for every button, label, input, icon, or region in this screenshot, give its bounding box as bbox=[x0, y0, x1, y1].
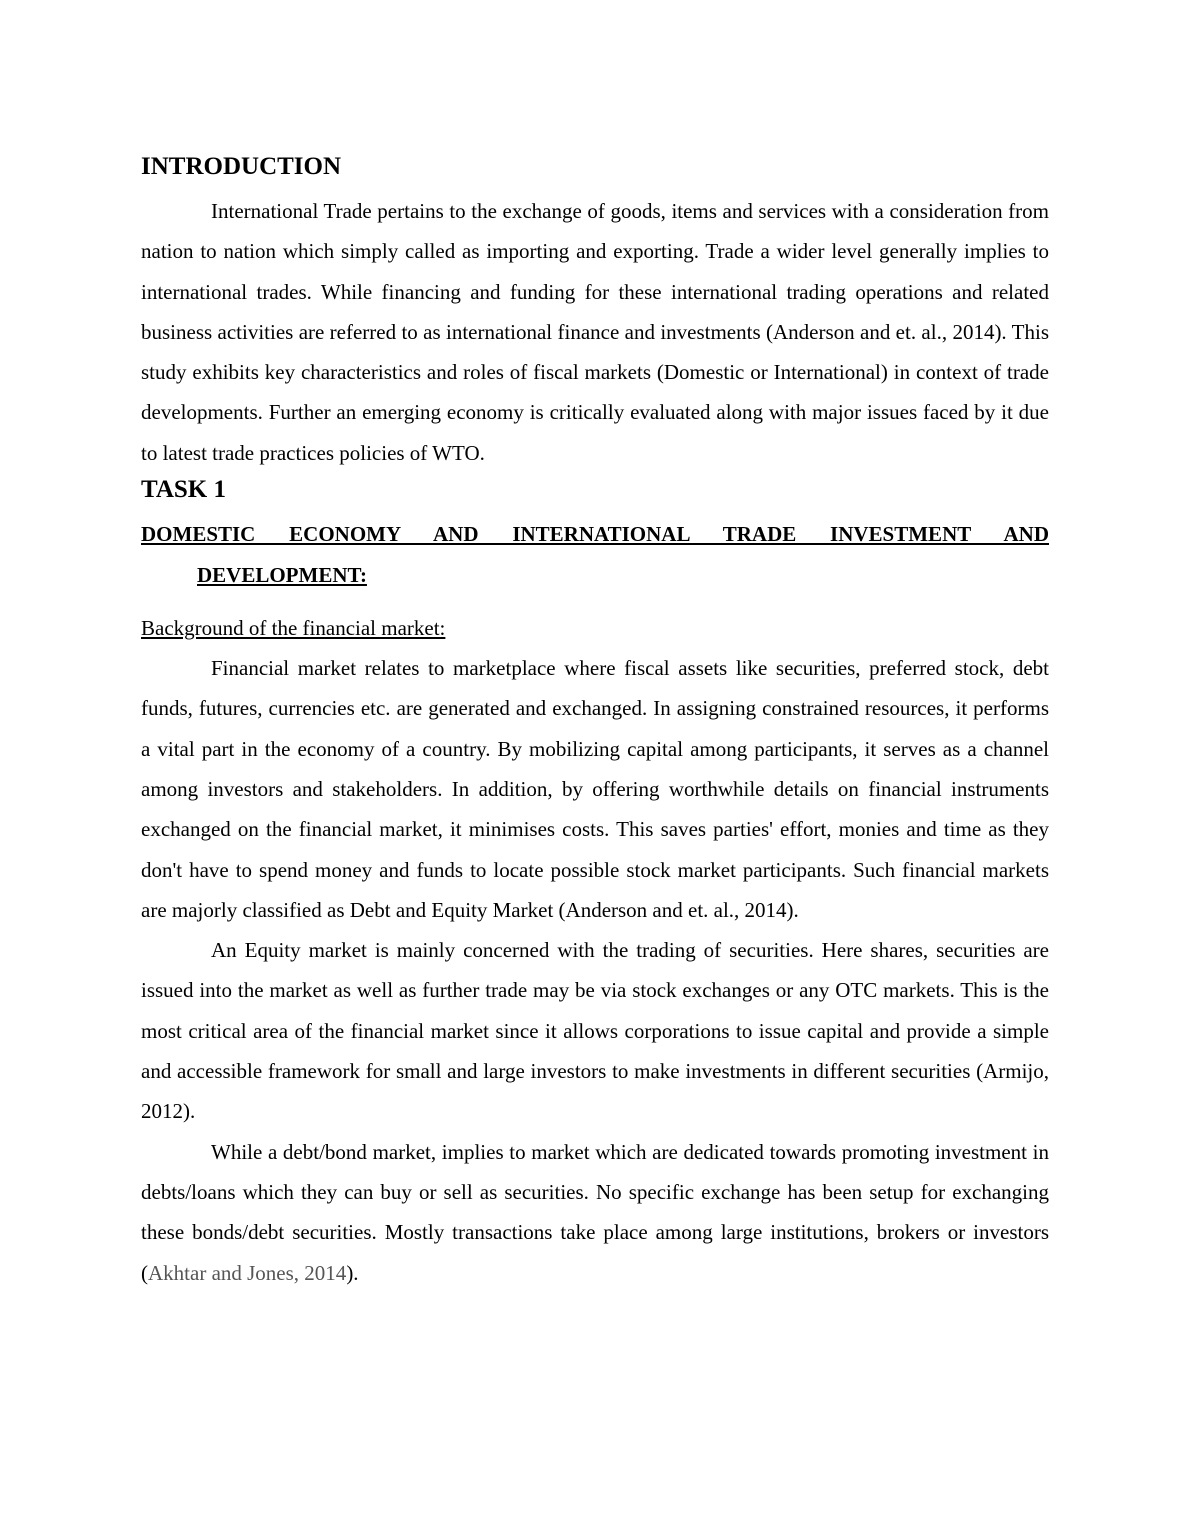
introduction-paragraph: International Trade pertains to the exchange of goods, items and services with a consideration from nation to nation which simply called as importing and exporting. Trade a wider level generally implies to international trades. While financing and funding for these international trading operations and related business activities are referred to as international finance and investments (Anderson and et. al., 2014). This study exhibits key characteristics and roles of fiscal markets (Domestic or International) in context of trade developments. Further an emerging economy is critically evaluated along with major issues faced by it due to latest trade practices policies of WTO. bbox=[141, 199, 1049, 465]
task-1-heading: TASK 1 bbox=[141, 476, 226, 504]
introduction-heading: INTRODUCTION bbox=[141, 153, 342, 180]
debt-market-end: ). bbox=[346, 1260, 359, 1285]
debt-market-citation: Akhtar and Jones, 2014 bbox=[148, 1260, 347, 1285]
debt-market-paragraph bbox=[141, 1132, 1049, 1293]
debt-market-text: While a debt/bond market, implies to market which are dedicated towards promoting investment in debts/loans which they can buy or sell as securities. No specific exchange has been setup for exchanging these bonds/debt securities. Mostly transactions take place among large institutions, brokers or investors ( bbox=[141, 1139, 1049, 1285]
financial-market-subheading: Background of the financial market: bbox=[141, 616, 446, 641]
document-page bbox=[141, 150, 1049, 1293]
equity-market-paragraph: An Equity market is mainly concerned with the trading of securities. Here shares, securities are issued into the market as well as further trade may be via stock exchanges or any OTC markets. This is the most critical area of the financial market since it allows corporations to issue capital and provide a simple and accessible framework for small and large investors to make investments in different securities (Armijo, 2012). bbox=[141, 938, 1049, 1124]
financial-market-paragraph: Financial market relates to marketplace where fiscal assets like securities, preferred stock, debt funds, futures, currencies etc. are generated and exchanged. In assigning constrained resources, it performs a vital part in the economy of a country. By mobilizing capital among participants, it serves as a channel among investors and stakeholders. In addition, by offering worthwhile details on financial instruments exchanged on the financial market, it minimises costs. This saves parties' effort, monies and time as they don't have to spend money and funds to locate possible stock market participants. Such financial markets are majorly classified as Debt and Equity Market (Anderson and et. al., 2014). bbox=[141, 656, 1049, 922]
section-title: DOMESTIC ECONOMY AND INTERNATIONAL TRADE INVESTMENT AND DEVELOPMENT: bbox=[141, 522, 1049, 588]
